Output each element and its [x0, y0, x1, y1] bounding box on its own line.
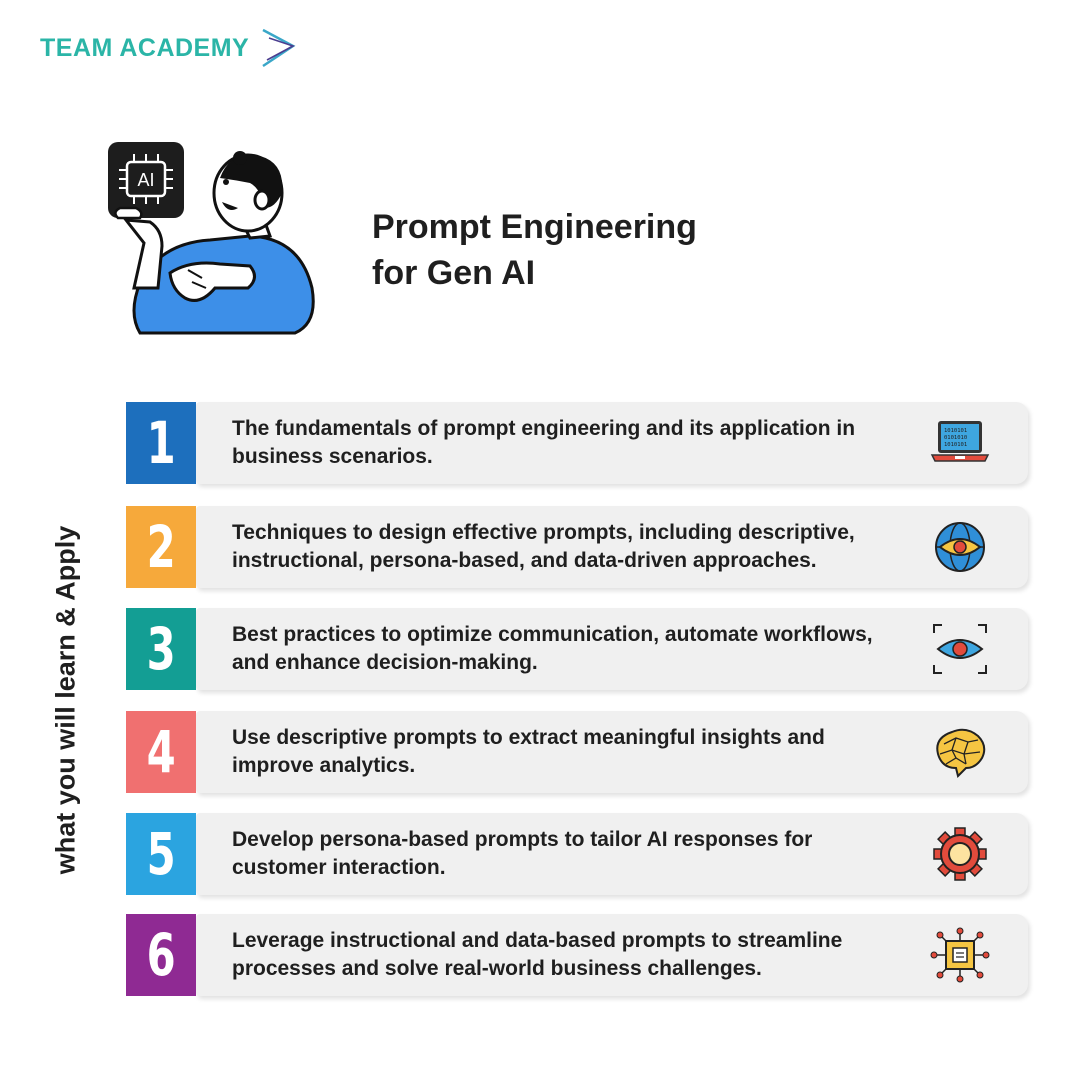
- item-number: 5: [146, 820, 176, 888]
- title-line-1: Prompt Engineering: [372, 208, 697, 246]
- list-item: [126, 813, 1030, 895]
- side-label: what you will learn & Apply: [50, 525, 81, 875]
- arrow-logo-icon: [255, 26, 299, 70]
- gear-icon: [930, 826, 990, 882]
- laptop-binary-icon: [930, 415, 990, 471]
- item-number: 4: [146, 718, 176, 786]
- item-text: Use descriptive prompts to extract meaningful insights and improve analytics.: [232, 726, 825, 777]
- item-number-badge: [126, 813, 196, 895]
- svg-text:0101010: 0101010: [944, 435, 968, 441]
- page-title: [372, 204, 697, 296]
- item-number-badge: [126, 402, 196, 484]
- brand-logo: [40, 26, 299, 70]
- item-number-badge: [126, 711, 196, 793]
- globe-eye-icon: [930, 519, 990, 575]
- item-text: Develop persona-based prompts to tailor AI responses for customer interaction.: [232, 828, 813, 879]
- item-number-badge: [126, 608, 196, 690]
- person-holding-ai-chip-illustration: [100, 138, 330, 338]
- brand-name: TEAM ACADEMY: [40, 33, 250, 62]
- item-text: Techniques to design effective prompts, including descriptive, instructional, persona-based, and data-driven approaches.: [232, 521, 855, 572]
- item-number: 6: [146, 921, 176, 989]
- list-item: [126, 608, 1030, 690]
- svg-text:1010101: 1010101: [944, 442, 968, 448]
- brain-network-icon: [930, 724, 990, 780]
- item-number-badge: [126, 914, 196, 996]
- chip-label: AI: [137, 170, 155, 190]
- list-item: [126, 711, 1030, 793]
- item-text: Best practices to optimize communication, automate workflows, and enhance decision-making.: [232, 623, 873, 674]
- item-number-badge: [126, 506, 196, 588]
- item-number: 3: [146, 615, 176, 683]
- item-text: Leverage instructional and data-based prompts to streamline processes and solve real-world business challenges.: [232, 929, 843, 980]
- item-number: 1: [146, 409, 176, 477]
- item-text: The fundamentals of prompt engineering and its application in business scenarios.: [232, 417, 856, 468]
- svg-text:1010101: 1010101: [944, 428, 968, 434]
- list-item: [126, 402, 1030, 484]
- list-item: [126, 914, 1030, 996]
- eye-scan-icon: [930, 621, 990, 677]
- title-line-2: for Gen AI: [372, 254, 536, 292]
- list-item: [126, 506, 1030, 588]
- circuit-chip-icon: [930, 927, 990, 983]
- item-number: 2: [146, 513, 176, 581]
